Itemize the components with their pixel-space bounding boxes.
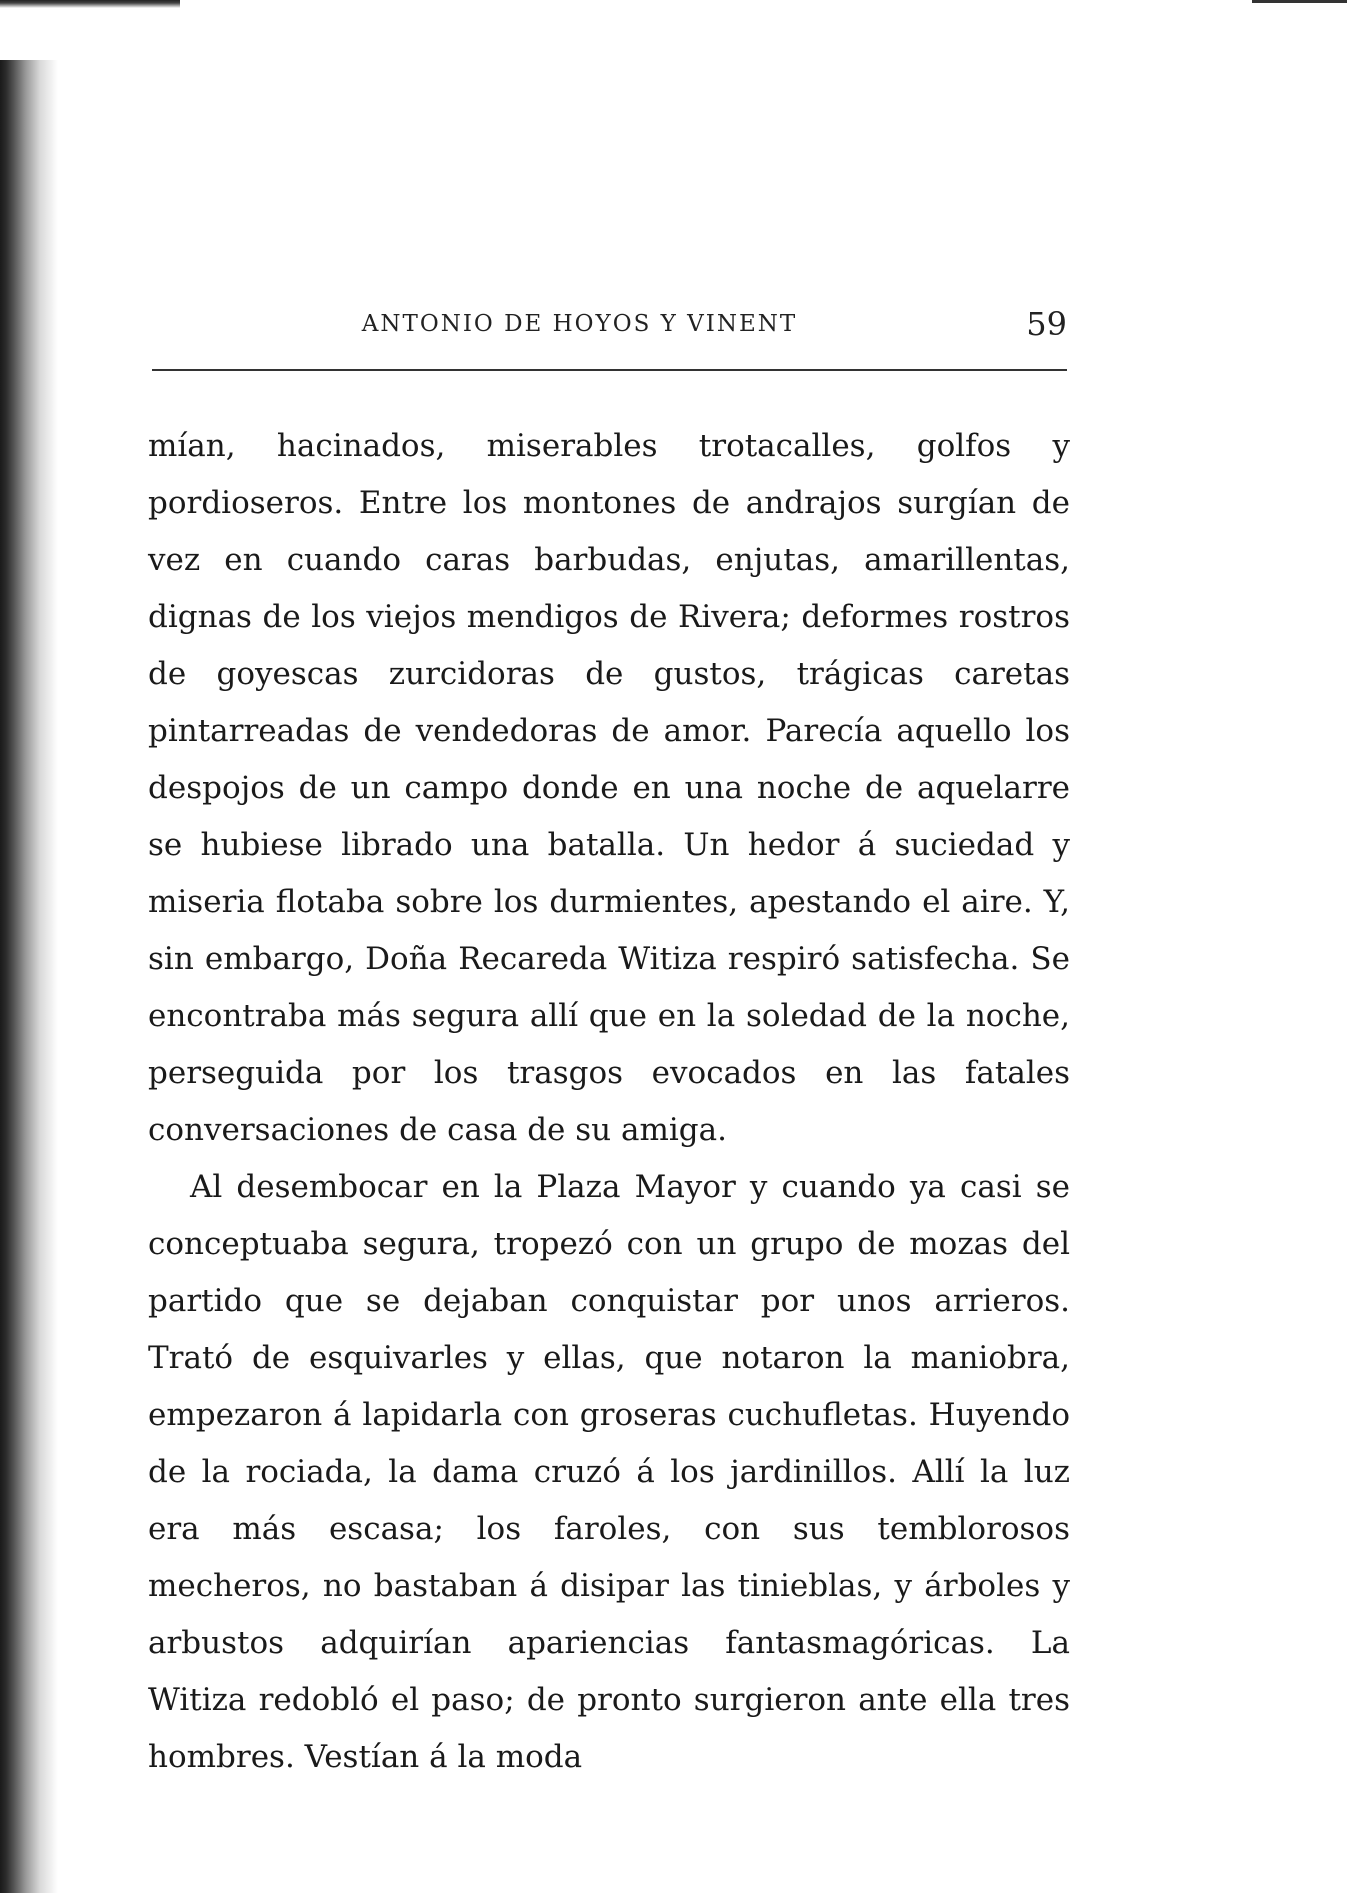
book-binding-shadow: [0, 60, 58, 1893]
page-number: 59: [1026, 305, 1067, 343]
running-header: [152, 305, 1067, 349]
header-rule: [152, 369, 1067, 371]
scan-edge-mark-top-left: [0, 0, 180, 8]
body-text: [148, 418, 1070, 1786]
paragraph: Al desembocar en la Plaza Mayor y cuando ya casi se conceptuaba segura, tropezó con un grupo de mozas del partido que se dejaban conquistar por unos arrieros. Trató de esquivarles y ellas, que notaron la maniobra, empezaron á lapidarla con groseras cuchufletas. Huyendo de la rociada, la dama cruzó á los jardinillos. Allí la luz era más escasa; los faroles, con sus temblorosos mecheros, no bastaban á disipar las tinieblas, y árboles y arbustos adquirían apariencias fantasmagóricas. La Witiza redobló el paso; de pronto surgieron ante ella tres hombres. Vestían á la moda: [148, 1169, 1070, 1775]
scan-edge-mark-top-right: [1252, 0, 1347, 3]
running-title: ANTONIO DE HOYOS Y VINENT: [361, 311, 798, 337]
paragraph: mían, hacinados, miserables trotacalles, golfos y pordioseros. Entre los montones de andrajos surgían de vez en cuando caras barbudas, enjutas, amarillentas, dignas de los viejos mendigos de Rivera; deformes rostros de goyescas zurcidoras de gustos, trágicas caretas pintarreadas de vendedoras de amor. Parecía aquello los despojos de un campo donde en una noche de aquelarre se hubiese librado una batalla. Un hedor á suciedad y miseria flotaba sobre los durmientes, apestando el aire. Y, sin embargo, Doña Recareda Witiza respiró satisfecha. Se encontraba más segura allí que en la soledad de la noche, perseguida por los trasgos evocados en las fatales conversaciones de casa de su amiga.: [148, 428, 1070, 1148]
